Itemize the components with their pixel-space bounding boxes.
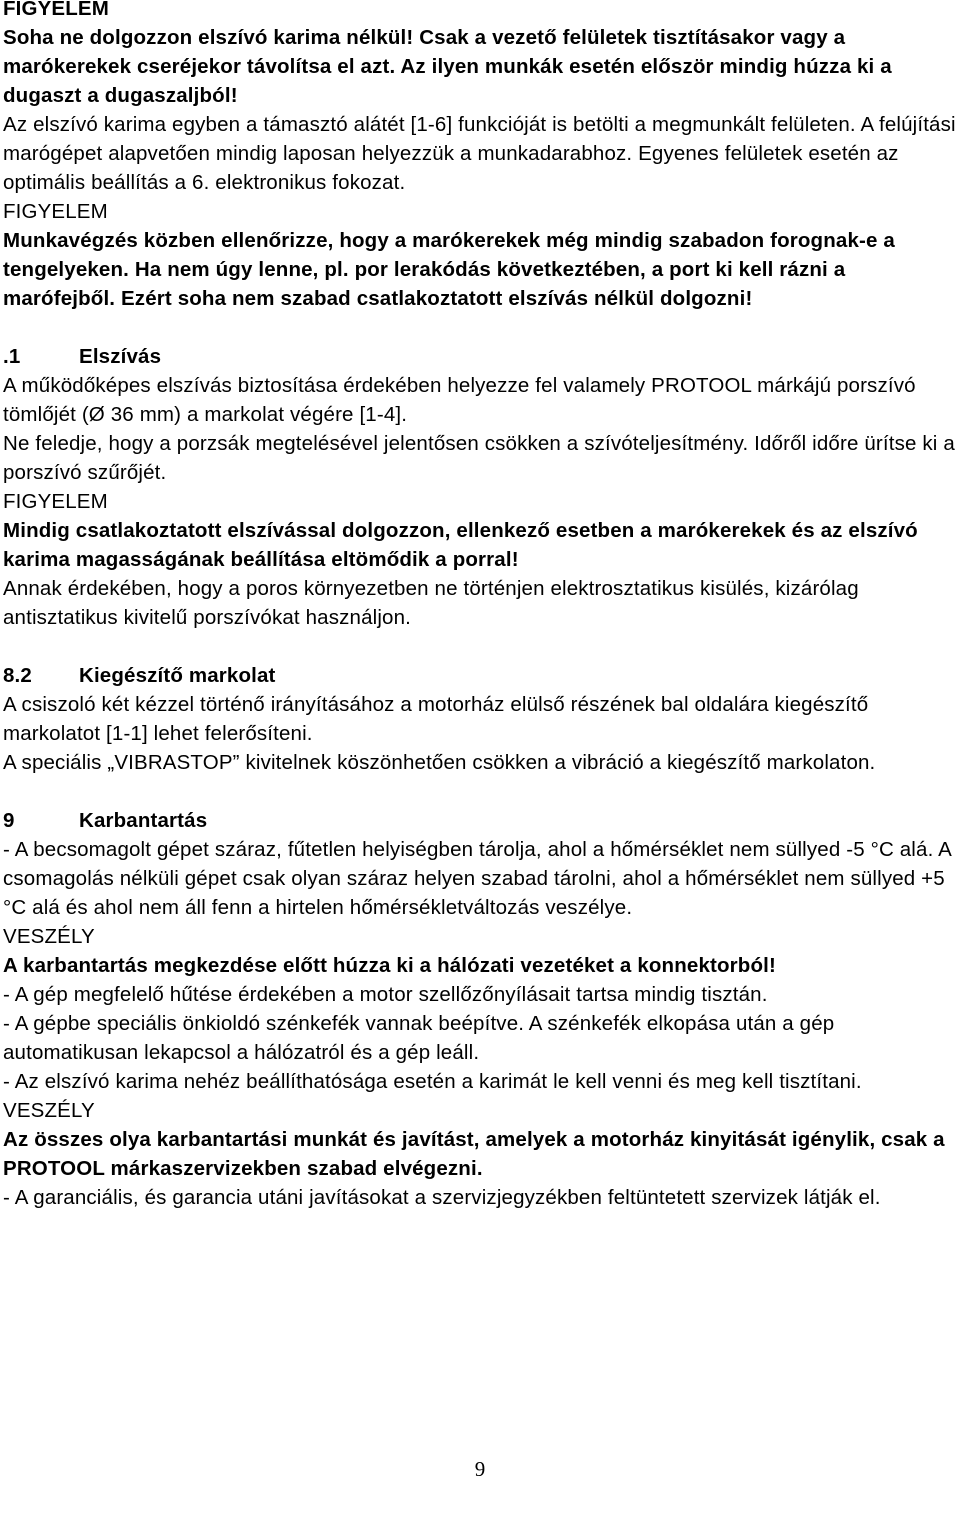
- section-number: 9: [3, 809, 15, 832]
- document-page: [3, 0, 958, 1212]
- section-title: Elszívás: [79, 345, 162, 368]
- warning-label: FIGYELEM: [3, 0, 109, 20]
- warning-label: FIGYELEM: [3, 490, 108, 513]
- spacer: [3, 313, 958, 342]
- list-item: - A gép megfelelő hűtése érdekében a motor szellőzőnyílásait tartsa mindig tisztán.: [3, 983, 768, 1006]
- section-heading-extraction: [3, 342, 958, 371]
- list-item: - Az elszívó karima nehéz beállíthatósága esetén a karimát le kell venni és meg kell tisztítani.: [3, 1070, 862, 1093]
- paragraph: Annak érdekében, hogy a poros környezetben ne történjen elektrosztatikus kisülés, kizárólag antisztatikus kivitelű porszívókat használjon.: [3, 577, 859, 629]
- paragraph-extraction-flange: Az elszívó karima egyben a támasztó alátét [1-6] funkcióját is betölti a megmunkált felületen. A felújítási marógépet alapvetően mindig laposan helyezzük a munkadarabhoz. Egyenes felületek esetén az optimális beállítás a 6. elektronikus fokozat.: [3, 113, 956, 194]
- paragraph: - A becsomagolt gépet száraz, fűtetlen helyiségben tárolja, ahol a hőmérséklet nem süllyed -5 °C alá. A csomagolás nélküli gépet csak olyan száraz helyen szabad tárolni, ahol a hőmérséklet nem süllyed +5 °C alá és ahol nem áll fenn a hirtelen hőmérsékletváltozás veszélye.: [3, 838, 951, 919]
- section-title: Karbantartás: [79, 809, 208, 832]
- section-heading-maintenance: [3, 806, 958, 835]
- section-number: .1: [3, 345, 21, 368]
- list-item: - A garanciális, és garancia utáni javításokat a szervizjegyzékben feltüntetett szervizek látják el.: [3, 1186, 881, 1209]
- paragraph: A speciális „VIBRASTOP” kivitelnek köszönhetően csökken a vibráció a kiegészítő markolaton.: [3, 751, 876, 774]
- paragraph: Ne feledje, hogy a porzsák megtelésével jelentősen csökken a szívóteljesítmény. Időről időre ürítse ki a porszívó szűrőjét.: [3, 432, 955, 484]
- list-item: - A gépbe speciális önkioldó szénkefék vannak beépítve. A szénkefék elkopása után a gép automatikusan lekapcsol a hálózatról és a gép leáll.: [3, 1012, 835, 1064]
- spacer: [3, 777, 958, 806]
- paragraph: A csiszoló két kézzel történő irányításához a motorház elülső részének bal oldalára kiegészítő markolatot [1-1] lehet felerősíteni.: [3, 693, 869, 745]
- section-heading-handle: [3, 661, 958, 690]
- danger-label: VESZÉLY: [3, 925, 95, 948]
- warning-text: Mindig csatlakoztatott elszívással dolgozzon, ellenkező esetben a marókerekek és az elszívó karima magasságának beállítása eltömődik a porral!: [3, 519, 918, 571]
- warning-text: Munkavégzés közben ellenőrizze, hogy a marókerekek még mindig szabadon forognak-e a tengelyeken. Ha nem úgy lenne, pl. por lerakódás következtében, a port ki kell rázni a marófejből. Ezért soha nem szabad csatlakoztatott elszívás nélkül dolgozni!: [3, 229, 895, 310]
- warning-text: Soha ne dolgozzon elszívó karima nélkül! Csak a vezető felületek tisztításakor vagy a marókerekek cseréjekor távolítsa el azt. Az ilyen munkák esetén először mindig húzza ki a dugaszt a dugaszaljból!: [3, 26, 892, 107]
- spacer: [3, 632, 958, 661]
- page-number: 9: [474, 1457, 486, 1481]
- danger-text: A karbantartás megkezdése előtt húzza ki a hálózati vezetéket a konnektorból!: [3, 954, 776, 977]
- section-title: Kiegészítő markolat: [79, 664, 276, 687]
- section-number: 8.2: [3, 664, 32, 687]
- paragraph: A működőképes elszívás biztosítása érdekében helyezze fel valamely PROTOOL márkájú porszívó tömlőjét (Ø 36 mm) a markolat végére [1-4].: [3, 374, 916, 426]
- warning-label: FIGYELEM: [3, 200, 108, 223]
- danger-text: Az összes olya karbantartási munkát és javítást, amelyek a motorház kinyitását igénylik, csak a PROTOOL márkaszervizekben szabad elvégezni.: [3, 1128, 945, 1180]
- danger-label: VESZÉLY: [3, 1099, 95, 1122]
